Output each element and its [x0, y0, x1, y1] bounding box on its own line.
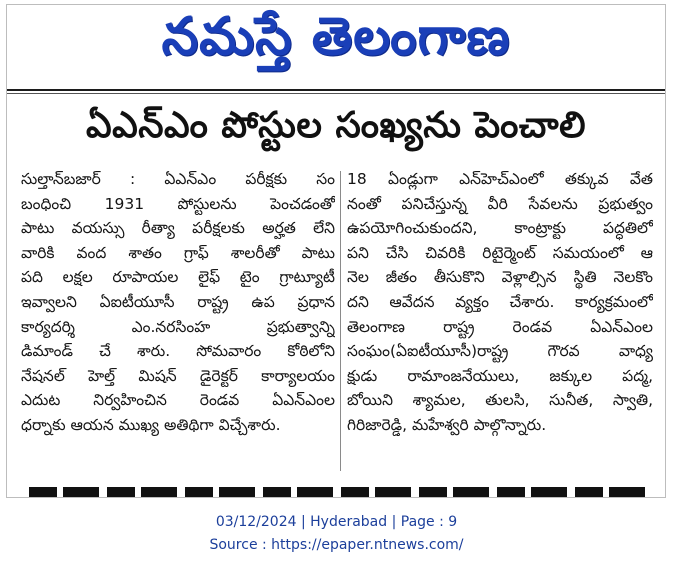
headline-text: ఏఎన్ఎం పోస్టుల సంఖ్యను పెంచాలి	[86, 105, 586, 146]
article-line: డిమాండ్ చే శారు. సోమవారం కోఠిలోని	[21, 342, 335, 361]
date-location-page: 03/12/2024 | Hyderabad | Page : 9	[215, 514, 458, 530]
article-line: గిరిజారెడ్డి, మహేశ్వరి పాల్గొన్నారు.	[347, 415, 547, 434]
article-line: నెల జీతం తీసుకొని వెళ్లాల్సిన స్థితి నెలకొం	[347, 268, 653, 287]
article-line: కార్యదర్శి ఎం.నరసింహ ప్రభుత్వాన్ని	[21, 317, 335, 336]
article-headline	[7, 101, 665, 159]
article-line: పది లక్షల రూపాయల లైఫ్ టైం గ్రాట్యూటీ	[21, 268, 335, 287]
article-right-column	[347, 167, 653, 438]
article-line: సుల్తాన్‌బజార్ : ఏఎన్ఎం పరీక్షకు సం	[21, 170, 335, 188]
masthead-title: నమస్తే తెలంగాణ	[161, 6, 511, 67]
article-line: నేషనల్ హెల్త్ మిషన్ డైరెక్టర్ కార్యాలయం	[21, 366, 335, 385]
newspaper-clipping	[6, 4, 666, 498]
header-rule-thin	[7, 93, 665, 94]
column-divider	[340, 171, 341, 471]
source-link[interactable]: Source : https://epaper.ntnews.com/	[209, 537, 464, 553]
article-line: దని ఆవేదన వ్యక్తం చేశారు. కార్యక్రమంలో	[347, 292, 653, 311]
article-line: బంధించి 1931 పోస్టులను పెంచడంతో	[21, 194, 335, 213]
article-line: బోయిని శ్యామల, తులసి, సునీత, స్వాతి,	[347, 391, 653, 410]
article-line: పాటు వయస్సు రీత్యా పరీక్షలకు అర్హత లేని	[21, 219, 335, 238]
clipping-footer	[0, 510, 673, 556]
article-line: వారికి వంద శాతం గ్రాఫ్ శాలరీతో పాటు	[21, 243, 335, 262]
masthead	[7, 5, 665, 81]
cropped-next-headline	[7, 479, 665, 498]
article-line: ఇవ్వాలని ఏఐటీయూసీ రాష్ట్ర ఉప ప్రధాన	[21, 292, 335, 311]
article-line: ధర్నాకు ఆయన ముఖ్య అతిథిగా విచ్చేశారు.	[21, 415, 281, 434]
article-line: ఎదుట నిర్వహించిన రెండవ ఏఎన్ఎంల	[21, 391, 335, 410]
article-line: ఉపయోగించుకుందని, కాంట్రాక్టు పద్ధతిలో	[347, 219, 653, 238]
article-line: సంఘం(ఏఐటీయూసీ)రాష్ట్ర గౌరవ వాధ్య	[347, 342, 653, 361]
header-rule	[7, 89, 665, 91]
article-line: నంతో పనిచేస్తున్న వీరి సేవలను ప్రభుత్వం	[347, 194, 653, 213]
article-line: పని చేసి చివరికి రిటైర్మెంట్ సమయంలో ఆ	[347, 243, 653, 262]
cropped-headline-fragment	[29, 487, 649, 498]
article-line: తెలంగాణ రాష్ట్ర రెండవ ఏఎన్ఎంల	[347, 317, 653, 336]
article-line: 18 ఏండ్లుగా ఎన్‌హెచ్ఎంలో తక్కువ వేత	[347, 170, 653, 188]
article-left-column	[21, 167, 335, 438]
article-line: క్షుడు రామాంజనేయులు, జక్కుల పద్మ,	[347, 366, 653, 385]
